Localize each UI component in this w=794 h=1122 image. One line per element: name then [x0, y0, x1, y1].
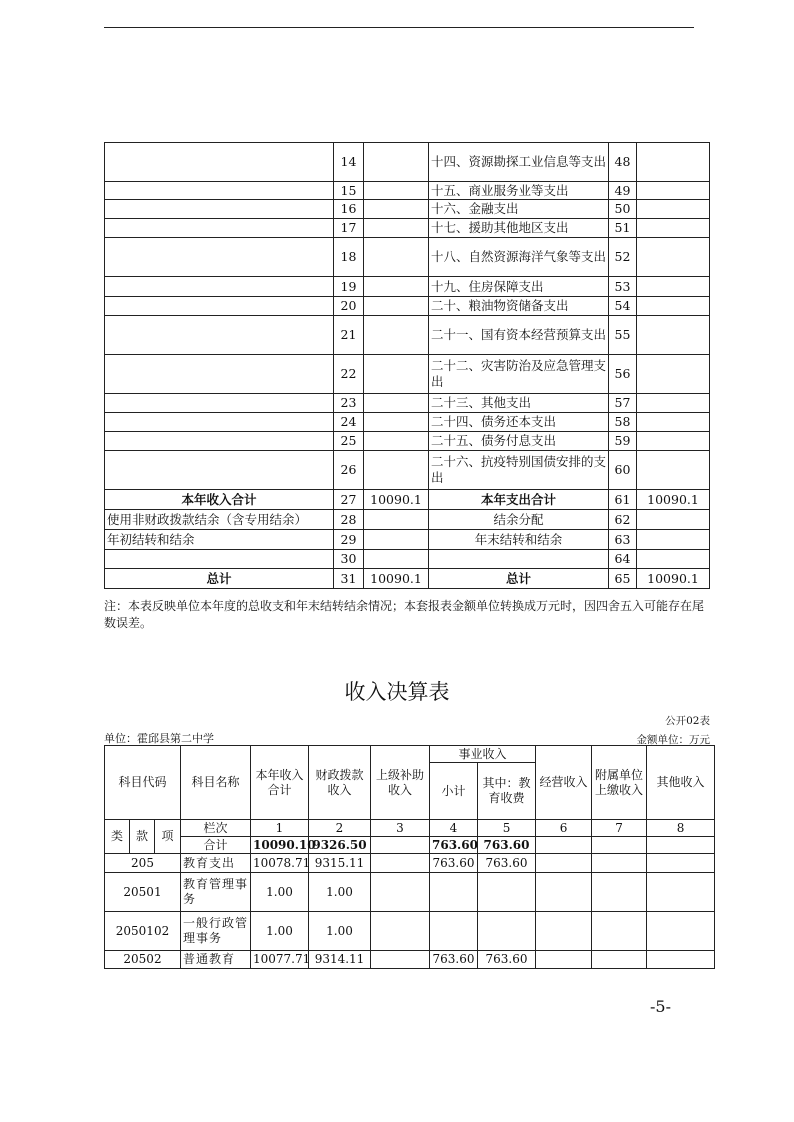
- table-row: 19 十九、住房保障支出 53: [105, 277, 710, 297]
- table-row: 22 二十二、灾害防治及应急管理支出 56: [105, 355, 710, 394]
- non-fiscal-row: 使用非财政拨款结余（含专用结余） 28 结余分配 62: [105, 510, 710, 530]
- header-rule: [104, 27, 694, 28]
- table-row: 15 十五、商业服务业等支出 49: [105, 182, 710, 200]
- income-total-label: 本年收入合计: [105, 490, 334, 510]
- income-statement-table: [104, 745, 715, 969]
- header-total: 本年收入合计: [251, 746, 309, 820]
- total-row: 合计 10090.10 9326.50 763.60 763.60: [105, 837, 715, 854]
- table-row: 23 二十三、其他支出 57: [105, 394, 710, 413]
- page-title: 收入决算表: [344, 680, 450, 704]
- income-expenditure-table: [104, 142, 710, 589]
- header-business: 事业收入: [430, 746, 536, 763]
- header-code: 科目代码: [105, 746, 181, 820]
- grand-total-row: 总计 31 10090.1 总计 65 10090.1: [105, 569, 710, 589]
- form-code: 公开02表: [665, 715, 710, 727]
- header-superior: 上级补助收入: [371, 746, 430, 820]
- table-row: 21 二十一、国有资本经营预算支出 55: [105, 316, 710, 355]
- header-subtotal: 小计: [430, 763, 478, 820]
- expenditure-total-value: 10090.1: [637, 490, 710, 510]
- income-total-value: 10090.1: [364, 490, 429, 510]
- table-row: 2050102 一般行政管理事务 1.00 1.00: [105, 912, 715, 951]
- table-row: 25 二十五、债务付息支出 59: [105, 432, 710, 451]
- carry-start-row: 年初结转和结余 29 年末结转和结余 63: [105, 530, 710, 550]
- money-unit: 金额单位：万元: [636, 734, 710, 746]
- column-number-row: 类 款 项 栏次 1 2 3 4 5 6 7 8: [105, 820, 715, 837]
- table-row: 16 十六、金融支出 50: [105, 200, 710, 219]
- header-other: 其他收入: [647, 746, 715, 820]
- table-row: 20502 普通教育 10077.71 9314.11 763.60 763.60: [105, 951, 715, 969]
- table-row: 18 十八、自然资源海洋气象等支出 52: [105, 238, 710, 277]
- income-total-row: 本年收入合计 27 10090.1 本年支出合计 61 10090.1: [105, 490, 710, 510]
- header-fiscal: 财政拨款收入: [309, 746, 371, 820]
- table-row: 26 二十六、抗疫特别国债安排的支出 60: [105, 451, 710, 490]
- page-number: -5-: [650, 997, 671, 1016]
- table-row: 20501 教育管理事务 1.00 1.00: [105, 873, 715, 912]
- header-operating: 经营收入: [536, 746, 592, 820]
- header-affiliated: 附属单位上缴收入: [592, 746, 647, 820]
- header-name: 科目名称: [181, 746, 251, 820]
- expenditure-total-label: 本年支出合计: [429, 490, 609, 510]
- reporting-unit: 单位：霍邱县第二中学: [104, 732, 214, 745]
- table-row: 205 教育支出 10078.71 9315.11 763.60 763.60: [105, 854, 715, 873]
- blank-row: 30 64: [105, 550, 710, 569]
- table-row: 17 十七、援助其他地区支出 51: [105, 219, 710, 238]
- table-note: 注：本表反映单位本年度的总收支和年末结转结余情况；本套报表金额单位转换成万元时，因四舍五入可能存在尾数误差。: [104, 599, 705, 630]
- header-edu-fee: 其中：教育收费: [478, 763, 536, 820]
- table-row: 14 十四、资源勘探工业信息等支出 48: [105, 143, 710, 182]
- table-row: 20 二十、粮油物资储备支出 54: [105, 297, 710, 316]
- table-row: 24 二十四、债务还本支出 58: [105, 413, 710, 432]
